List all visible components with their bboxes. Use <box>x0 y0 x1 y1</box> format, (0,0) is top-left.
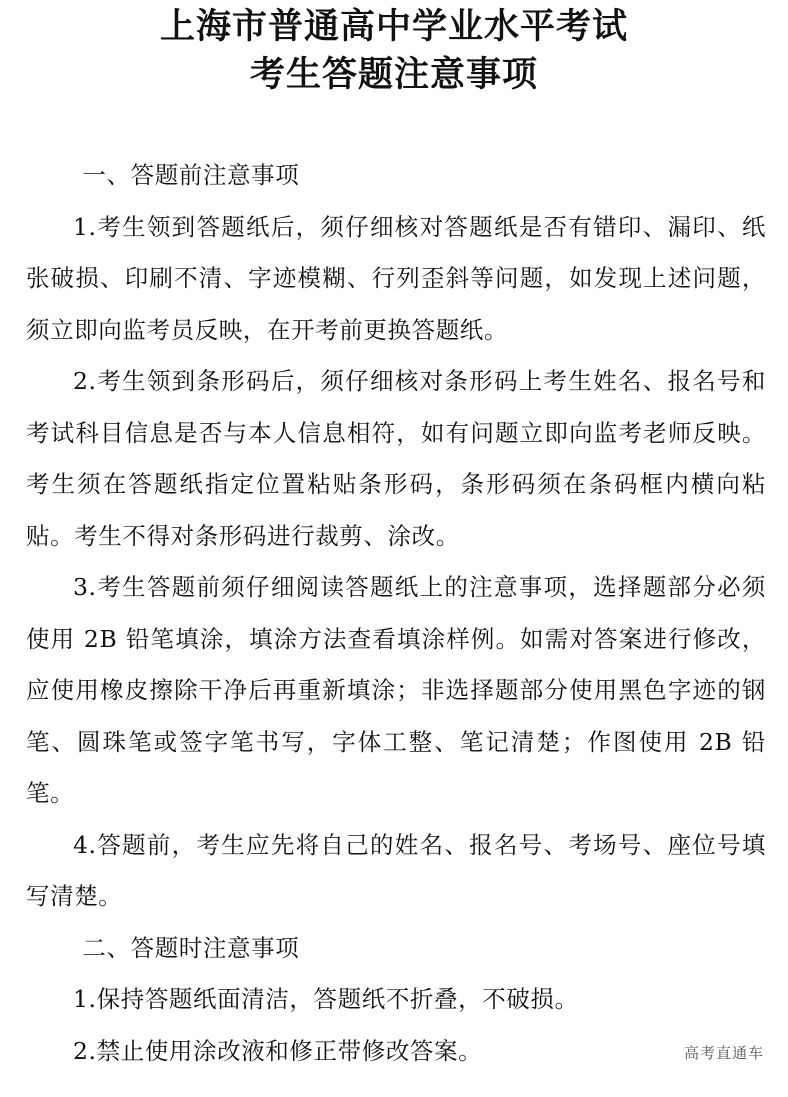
paragraph: 1.保持答题纸面清洁，答题纸不折叠，不破损。 <box>73 985 579 1013</box>
document-title: 上海市普通高中学业水平考试 <box>159 7 628 47</box>
paragraph: 1.考生领到答题纸后，须仔细核对答题纸是否有错印、漏印、纸张破损、印刷不清、字迹模糊、行列歪斜等问题，如发现上述问题，须立即向监考员反映，在开考前更换答题纸。 <box>26 212 766 344</box>
section-heading: 一、答题前注意事项 <box>82 161 300 189</box>
paragraph: 2.考生领到条形码后，须仔细核对条形码上考生姓名、报名号和考试科目信息是否与本人信息相符，如有问题立即向监考老师反映。考生须在答题纸指定位置粘贴条形码，条形码须在条码框内横向粘贴。考生不得对条形码进行裁剪、涂改。 <box>26 367 766 550</box>
paragraph: 4.答题前，考生应先将自己的姓名、报名号、考场号、座位号填写清楚。 <box>26 830 766 910</box>
paragraph: 2.禁止使用涂改液和修正带修改答案。 <box>73 1036 483 1065</box>
section-heading: 二、答题时注意事项 <box>82 933 300 962</box>
document-body <box>26 150 766 1077</box>
watermark: 高考直通车 <box>683 1044 764 1062</box>
paragraph: 3.考生答题前须仔细阅读答题纸上的注意事项，选择题部分必须使用 2B 铅笔填涂，填涂方法查看填涂样例。如需对答案进行修改，应使用橡皮擦除干净后再重新填涂；非选择题部分使用黑色字迹的钢笔、圆珠笔或签字笔书写，字体工整、笔记清楚；作图使用 2B 铅笔。 <box>26 573 766 807</box>
document-subtitle: 考生答题注意事项 <box>249 55 538 95</box>
